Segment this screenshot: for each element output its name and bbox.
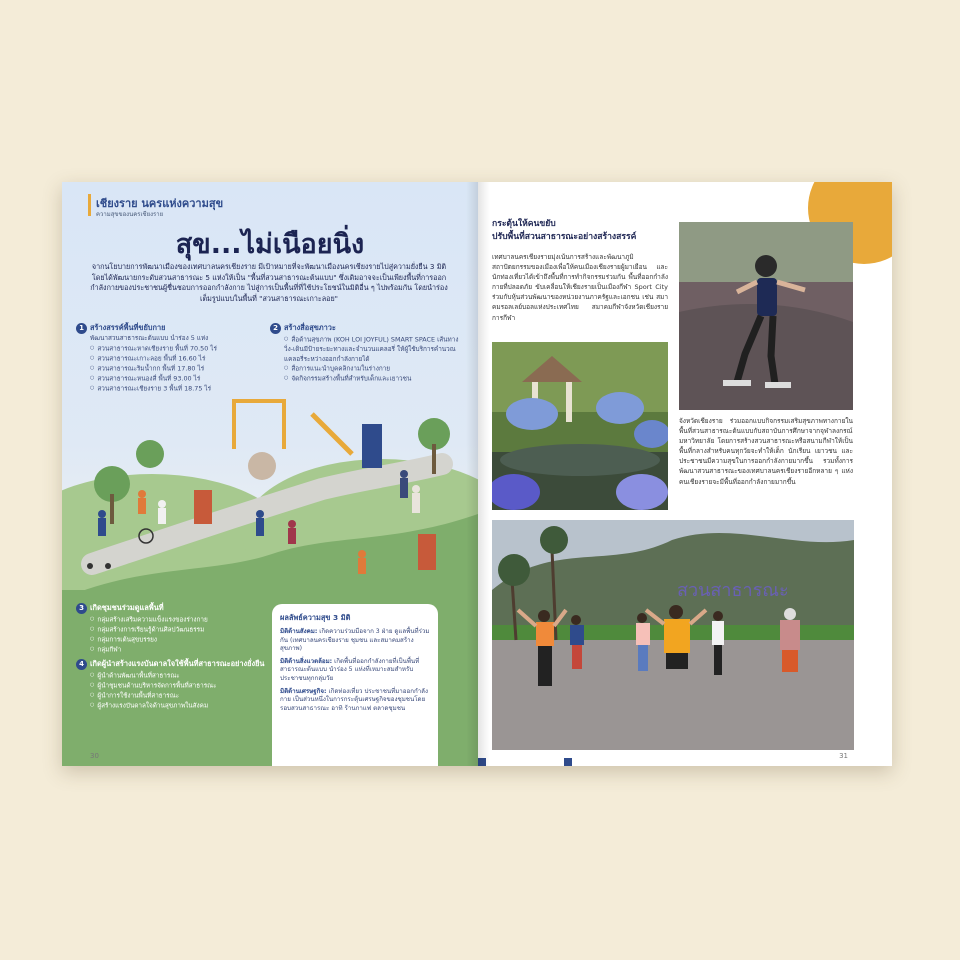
article-paragraph-1: เทศบาลนครเชียงรายมุ่งเน้นการสร้างและพัฒนาภูมิสถาปัตยกรรมของเมืองเพื่อให้คนเมืองเชียงรายผู้มาเยือน และนักท่องเที่ยวได้เข้าถึงพื้นที่การทำกิจกรรมร่วมกัน พื้นที่ออกกำลังกายที่ปลอดภัย ขับเคลื่อนให้เชียงรายเป็นเมืองกีฬา Sport City ร่วมกับหุ้นส่วนพัฒนาของหน่วยงานภาครัฐและเอกชน เช่น สมาคมรอลเลย์บอลแห่งประเทศไทย สมาคมกีฬาจังหวัดเชียงราย การกีฬา bbox=[492, 253, 668, 322]
section-accent-bar bbox=[88, 194, 91, 216]
results-title: ผลลัพธ์ความสุข 3 มิติ bbox=[280, 613, 351, 622]
list-item: ○ สวนสาธารณะริมน้ำกก พื้นที่ 17.80 ไร่ bbox=[90, 364, 266, 374]
list-item: ○ สวนสาธารณะเกาะลอย พื้นที่ 16.60 ไร่ bbox=[90, 354, 266, 364]
block-inspiring-leaders bbox=[76, 658, 266, 711]
park-illustration bbox=[62, 394, 478, 604]
block-number: 2 bbox=[270, 323, 281, 334]
leaders-list bbox=[76, 671, 266, 711]
block-community-care bbox=[76, 602, 266, 655]
block-number: 3 bbox=[76, 603, 87, 614]
list-item: ○ ผู้นำการใช้งานพื้นที่สาธารณะ bbox=[90, 691, 266, 701]
block-heading: สร้างสรรค์พื้นที่ขยับกาย bbox=[90, 323, 166, 332]
block-note: พัฒนาสวนสาธารณะต้นแบบ นำร่อง 5 แห่ง bbox=[90, 334, 209, 342]
park-list bbox=[76, 344, 266, 395]
list-item: ○ สวนสาธารณะเชียงราย 3 พื้นที่ 18.75 ไร่ bbox=[90, 384, 266, 394]
article-paragraph-2: จังหวัดเชียงราย ร่วมออกแบบกิจกรรมเสริมสุขภาพทางกายในพื้นที่สวนสาธารณะต้นแบบกับสถาบันการศึกษาจากจุฬาลงกรณ์มหาวิทยาลัย โดยการสร้างสวนสาธารณะหรือสนามกีฬาให้เป็นพื้นที่กลางสำหรับคนทุกวัยจะทำให้เด็ก นักเรียน เยาวชน และประชาชนมีความสุขในการออกกำลังกายมากขึ้น รวมทั้งการพัฒนาสวนสาธารณะของเทศบาลนครเชียงรายอีกหลาย ๆ แห่ง คนเชียงรายจะมีพื้นที่ออกกำลังกายมากขึ้น bbox=[679, 417, 853, 486]
media-list bbox=[270, 335, 466, 384]
result-environment bbox=[280, 658, 430, 684]
list-item: ○ สวนสาธารณะหาดเชียงราย พื้นที่ 70.50 ไร่ bbox=[90, 344, 266, 354]
list-item: ○ กลุ่มกีฬา bbox=[90, 645, 266, 655]
list-item: ○ กลุ่มการเต้นสุขบรรยง bbox=[90, 635, 266, 645]
magazine-spread bbox=[62, 182, 892, 766]
block-number: 1 bbox=[76, 323, 87, 334]
list-item: ○ จัดกิจกรรมสร้างพื้นที่สำหรับเด็กและเยาวชน bbox=[284, 374, 466, 384]
list-item: ○ ผู้สร้างแรงบันดาลใจด้านสุขภาพในสังคม bbox=[90, 701, 266, 711]
list-item: ○ สวนสาธารณะหนองสี่ พื้นที่ 93.00 ไร่ bbox=[90, 374, 266, 384]
results-box bbox=[272, 604, 438, 766]
page-number-right: 31 bbox=[839, 752, 848, 760]
result-label: มิติด้านสังคม: bbox=[280, 628, 318, 635]
fountain-photo bbox=[492, 342, 668, 510]
intro-paragraph: จากนโยบายการพัฒนาเมืองของเทศบาลนครเชียงราย มีเป้าหมายที่จะพัฒนาเมืองนครเชียงรายไปสู่ความยั่งยืน 3 มิติ โดยได้พัฒนายกระดับสวนสาธารณะ 5 แห่งให้เป็น "พื้นที่สวนสาธารณะต้นแบบ" ซึ่งเดิมอาจจะเป็นเพียงพื้นที่การออกกำลังกายของประชาชนผู้ชื่นชอบการออกกำลังกาย ไปสู่การเป็นพื้นที่ที่ใช้ประโยชน์ในมิติอื่น ๆ ไปพร้อมกัน โดยนำร่องเต็มรูปแบบในพื้นที่ "สวนสาธารณะเกาะลอย" bbox=[90, 262, 448, 303]
list-item: ○ ผู้นำด้านพัฒนาพื้นที่สาธารณะ bbox=[90, 671, 266, 681]
left-page bbox=[62, 182, 478, 766]
result-text: เกิดความร่วมมือจาก 3 ฝ่าย ดูแลพื้นที่ร่วมกัน (เทศบาลนครเชียงราย ชุมชน และสมาคมสร้างสุขภาพ) bbox=[280, 628, 430, 653]
list-item: ○ กลุ่มสร้างเสริมความแข็งแรงของร่างกาย bbox=[90, 615, 266, 625]
group-exercise-photo bbox=[492, 520, 854, 750]
block-health-media bbox=[270, 322, 466, 384]
list-item: ○ กลุ่มสร้างการเรียนรู้ด้านศิลปวัฒนธรรม bbox=[90, 625, 266, 635]
skater-photo bbox=[679, 222, 853, 410]
result-social bbox=[280, 628, 430, 654]
block-heading: สร้างสื่อสุขภาวะ bbox=[284, 323, 336, 332]
list-item: ○ ผู้นำชุมชนด้านบริหารจัดการพื้นที่สาธารณะ bbox=[90, 681, 266, 691]
block-heading: เกิดผู้นำสร้างแรงบันดาลใจใช้พื้นที่สาธารณะอย่างยั่งยืน bbox=[90, 659, 265, 668]
result-label: มิติด้านสิ่งแวดล้อม: bbox=[280, 657, 333, 665]
article-heading-line1: กระตุ้นให้คนขยับ bbox=[492, 219, 556, 229]
page-tab-marker bbox=[564, 758, 572, 766]
result-economy bbox=[280, 688, 430, 714]
article-heading bbox=[492, 218, 636, 244]
community-list bbox=[76, 615, 266, 655]
list-item: ○ สื่อการแนะนำบุคคลิกงามในร่างกาย bbox=[284, 364, 466, 374]
section-title: เชียงราย นครแห่งความสุข bbox=[96, 197, 224, 210]
list-item: ○ สื่อด้านสุขภาพ (KOH LOI JOYFUL) SMART SPACE เส้นทางวิ่ง-เดินมีป้ายระยะทางและจำนวนแคลอรี่ ให้ผู้ใช้บริการคำนวณแคลอรี่ระหว่างออกกำลังกายได้ bbox=[284, 335, 466, 364]
page-number-left: 30 bbox=[90, 752, 99, 760]
block-number: 4 bbox=[76, 659, 87, 670]
right-page bbox=[478, 182, 892, 766]
block-create-space bbox=[76, 322, 266, 395]
result-text: เกิดพื้นที่ออกกำลังกายที่เป็นพื้นที่สาธารณะต้นแบบ นำร่อง 5 แห่งที่เหมาะสมสำหรับประชาชนทุกกลุ่มวัย bbox=[280, 657, 420, 682]
svg-text:สวนสาธารณะ: สวนสาธารณะ bbox=[677, 580, 789, 601]
page-tab-marker bbox=[478, 758, 486, 766]
block-heading: เกิดชุมชนร่วมดูแลพื้นที่ bbox=[90, 603, 164, 612]
result-text: เกิดท่องเที่ยว ประชาชนที่มาออกกำลังกาย เป็นส่วนหนึ่งในการกระตุ้นเศรษฐกิจของชุมชนโดยรอบสวนสาธารณะ อาทิ ร้านกาแฟ ตลาดชุมชน bbox=[280, 687, 428, 712]
result-label: มิติด้านเศรษฐกิจ: bbox=[280, 687, 327, 695]
page-title: สุข...ไม่เนือยนิ่ง bbox=[175, 229, 365, 260]
section-subtitle: ความสุขของนครเชียงราย bbox=[96, 211, 164, 218]
article-heading-line2: ปรับพื้นที่สวนสาธารณะอย่างสร้างสรรค์ bbox=[492, 232, 637, 242]
